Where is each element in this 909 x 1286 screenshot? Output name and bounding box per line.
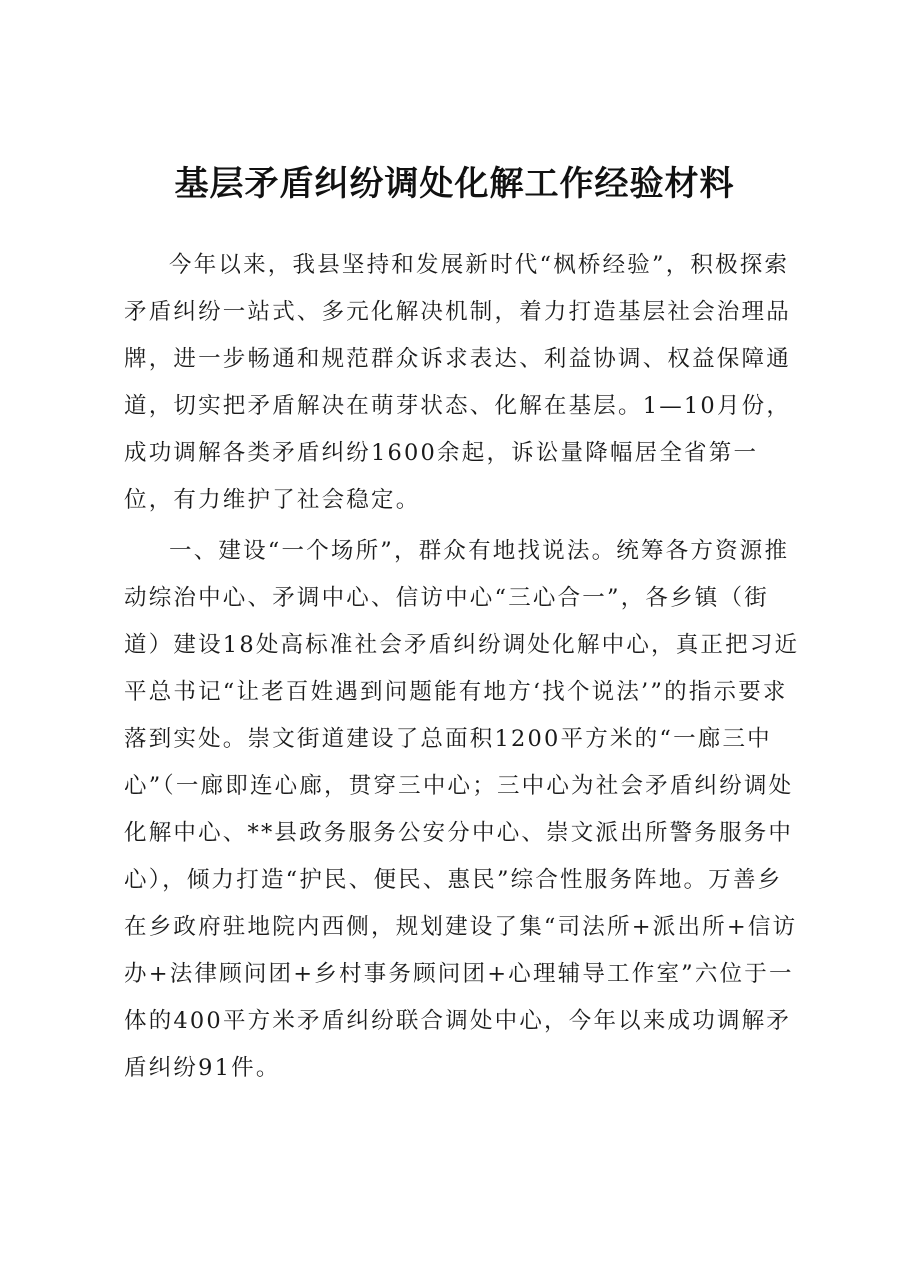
document-title: 基层矛盾纠纷调处化解工作经验材料: [174, 164, 735, 204]
paragraph-section-one: 一、建设“一个场所”，群众有地找说法。统筹各方资源推动综治中心、矛调中心、信访中心“三心合一”，各乡镇（街道）建设18处高标准社会矛盾纠纷调处化解中心，真正把习近平总书记“让老百姓遇到问题能有地方‘找个说法’”的指示要求落到实处。崇文街道建设了总面积1200平方米的“一廊三中心”（一廊即连心廊，贯穿三中心；三中心为社会矛盾纠纷调处化解中心、**县政务服务公安分中心、崇文派出所警务服务中心），倾力打造“护民、便民、惠民”综合性服务阵地。万善乡在乡政府驻地院内西侧，规划建设了集“司法所+派出所+信访办+法律顾问团+乡村事务顾问团+心理辅导工作室”六位于一体的400平方米矛盾纠纷联合调处中心，今年以来成功调解矛盾纠纷91件。: [124, 538, 800, 1081]
paragraph-intro: 今年以来，我县坚持和发展新时代“枫桥经验”，积极探索矛盾纠纷一站式、多元化解决机制，着力打造基层社会治理品牌，进一步畅通和规范群众诉求表达、利益协调、权益保障通道，切实把矛盾解决在萌芽状态、化解在基层。1—10月份，成功调解各类矛盾纠纷1600余起，诉讼量降幅居全省第一位，有力维护了社会稳定。: [124, 252, 792, 513]
